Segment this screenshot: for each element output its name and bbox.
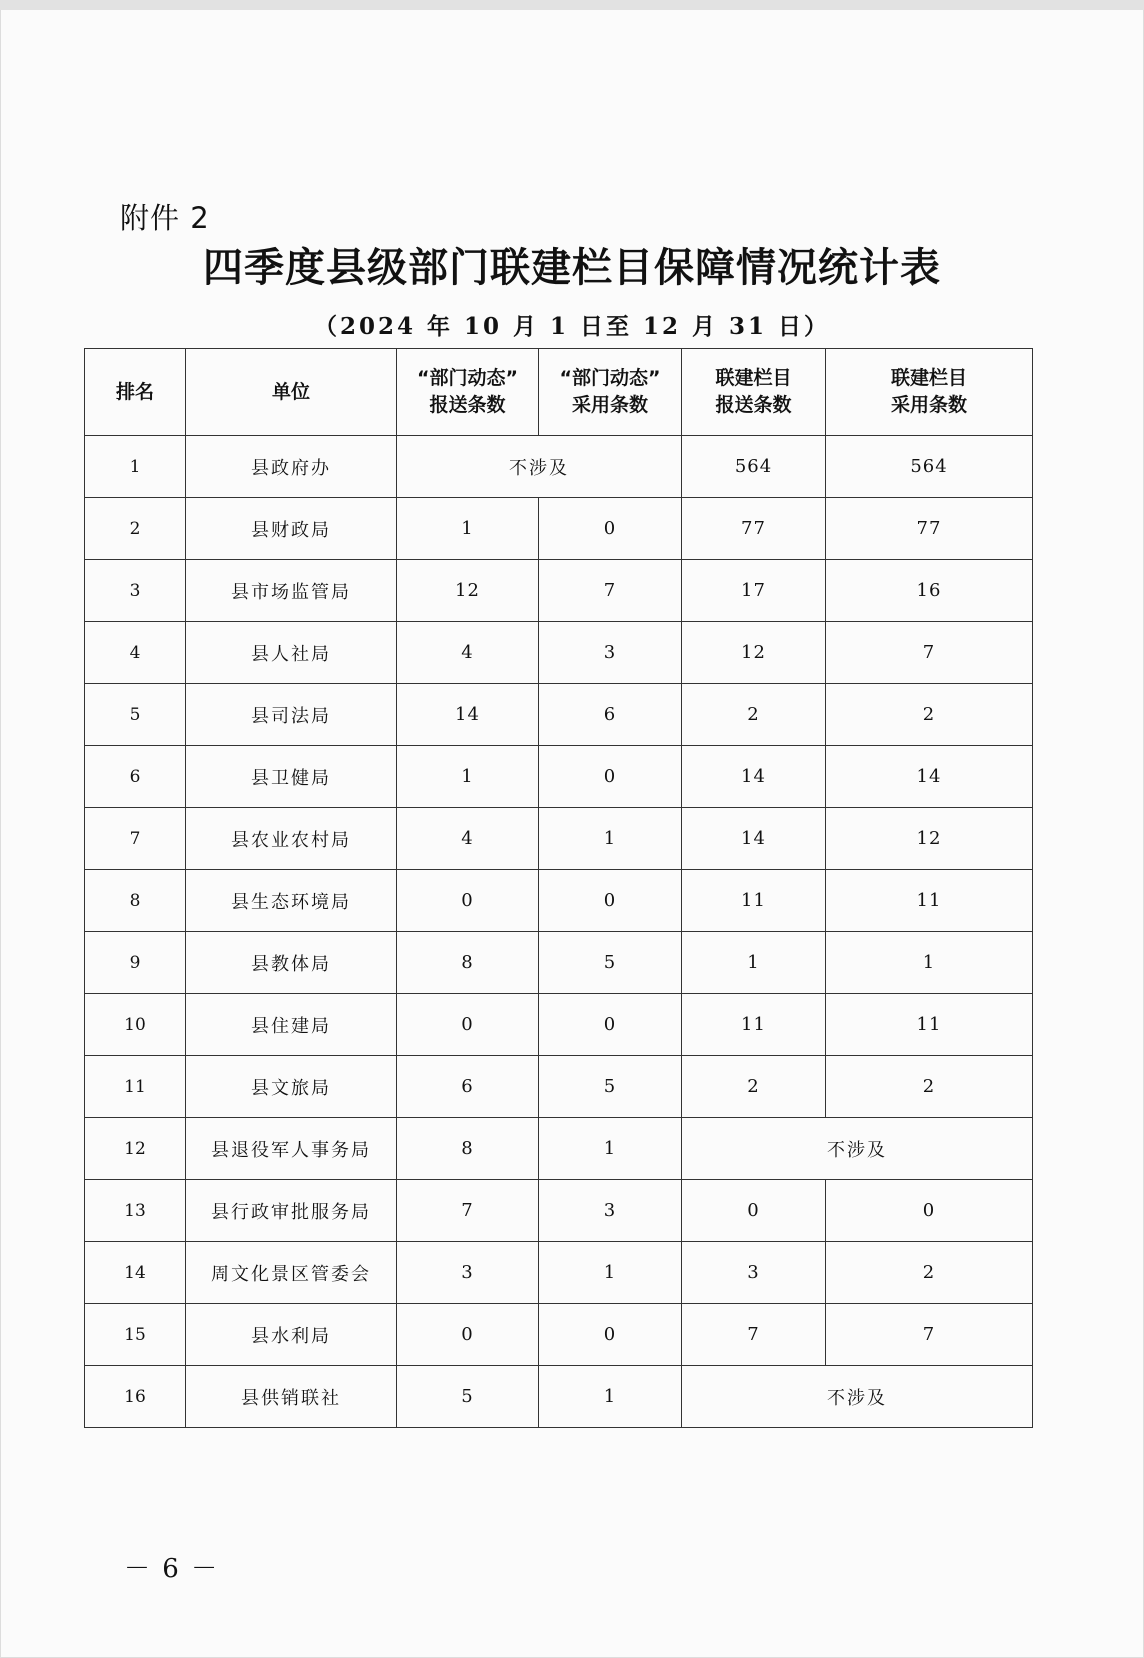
- dept-news-sent-cell: 0: [397, 1304, 539, 1366]
- column-sent-cell: 14: [682, 808, 826, 870]
- table-row: [85, 498, 1033, 560]
- dept-news-used-cell: 1: [539, 1366, 682, 1428]
- dept-news-sent-cell: 6: [397, 1056, 539, 1118]
- column-used-cell: 11: [826, 994, 1033, 1056]
- page-number: － 6 －: [124, 1554, 220, 1584]
- dept-news-sent-cell: 4: [397, 622, 539, 684]
- table-row: [85, 436, 1033, 498]
- header-unit: 单位: [186, 349, 397, 436]
- column-sent-cell: 77: [682, 498, 826, 560]
- column-used-cell: 7: [826, 1304, 1033, 1366]
- header-rank: 排名: [85, 349, 186, 436]
- column-used-cell: 77: [826, 498, 1033, 560]
- dept-news-sent-cell: 8: [397, 932, 539, 994]
- table-row: [85, 808, 1033, 870]
- column-used-cell: 11: [826, 870, 1033, 932]
- unit-cell: 县财政局: [186, 498, 397, 560]
- unit-cell: 县农业农村局: [186, 808, 397, 870]
- table-row: [85, 622, 1033, 684]
- rank-cell: 8: [85, 870, 186, 932]
- table-row: [85, 560, 1033, 622]
- table-row: [85, 684, 1033, 746]
- dept-news-used-cell: 1: [539, 1242, 682, 1304]
- dept-news-sent-cell: 0: [397, 994, 539, 1056]
- dept-news-sent-cell: 1: [397, 498, 539, 560]
- table-body: [85, 436, 1033, 1428]
- dept-news-used-cell: 7: [539, 560, 682, 622]
- unit-cell: 周文化景区管委会: [186, 1242, 397, 1304]
- column-sent-cell: 7: [682, 1304, 826, 1366]
- rank-cell: 15: [85, 1304, 186, 1366]
- column-used-cell: 16: [826, 560, 1033, 622]
- dept-news-used-cell: 0: [539, 746, 682, 808]
- not-applicable-cell: 不涉及: [397, 436, 682, 498]
- column-sent-cell: 1: [682, 932, 826, 994]
- table-row: [85, 870, 1033, 932]
- column-sent-cell: 14: [682, 746, 826, 808]
- dept-news-sent-cell: 12: [397, 560, 539, 622]
- rank-cell: 3: [85, 560, 186, 622]
- column-used-cell: 564: [826, 436, 1033, 498]
- dept-news-sent-cell: 7: [397, 1180, 539, 1242]
- column-used-cell: 2: [826, 1242, 1033, 1304]
- column-used-cell: 1: [826, 932, 1033, 994]
- column-used-cell: 12: [826, 808, 1033, 870]
- dept-news-used-cell: 3: [539, 622, 682, 684]
- column-sent-cell: 11: [682, 870, 826, 932]
- table-header-row: [85, 349, 1033, 436]
- table-row: [85, 1366, 1033, 1428]
- header-dept-news-used: “部门动态” 采用条数: [539, 349, 682, 436]
- dept-news-used-cell: 3: [539, 1180, 682, 1242]
- unit-cell: 县教体局: [186, 932, 397, 994]
- column-sent-cell: 2: [682, 1056, 826, 1118]
- table-row: [85, 746, 1033, 808]
- table-row: [85, 1304, 1033, 1366]
- unit-cell: 县退役军人事务局: [186, 1118, 397, 1180]
- rank-cell: 6: [85, 746, 186, 808]
- table-row: [85, 1056, 1033, 1118]
- rank-cell: 10: [85, 994, 186, 1056]
- table-row: [85, 1180, 1033, 1242]
- table-row: [85, 932, 1033, 994]
- dept-news-used-cell: 0: [539, 1304, 682, 1366]
- unit-cell: 县住建局: [186, 994, 397, 1056]
- dept-news-used-cell: 0: [539, 870, 682, 932]
- header-column-used: 联建栏目 采用条数: [826, 349, 1033, 436]
- unit-cell: 县供销联社: [186, 1366, 397, 1428]
- column-sent-cell: 11: [682, 994, 826, 1056]
- column-sent-cell: 3: [682, 1242, 826, 1304]
- rank-cell: 14: [85, 1242, 186, 1304]
- column-used-cell: 0: [826, 1180, 1033, 1242]
- dept-news-used-cell: 0: [539, 994, 682, 1056]
- rank-cell: 12: [85, 1118, 186, 1180]
- dept-news-used-cell: 1: [539, 1118, 682, 1180]
- dept-news-used-cell: 5: [539, 932, 682, 994]
- dept-news-sent-cell: 4: [397, 808, 539, 870]
- column-sent-cell: 12: [682, 622, 826, 684]
- dept-news-used-cell: 0: [539, 498, 682, 560]
- rank-cell: 5: [85, 684, 186, 746]
- column-used-cell: 2: [826, 1056, 1033, 1118]
- unit-cell: 县人社局: [186, 622, 397, 684]
- dept-news-sent-cell: 8: [397, 1118, 539, 1180]
- statistics-table: [84, 348, 1033, 1428]
- not-applicable-cell: 不涉及: [682, 1118, 1033, 1180]
- dept-news-sent-cell: 0: [397, 870, 539, 932]
- not-applicable-cell: 不涉及: [682, 1366, 1033, 1428]
- unit-cell: 县水利局: [186, 1304, 397, 1366]
- rank-cell: 7: [85, 808, 186, 870]
- document-title: 四季度县级部门联建栏目保障情况统计表: [203, 244, 941, 291]
- unit-cell: 县政府办: [186, 436, 397, 498]
- column-used-cell: 2: [826, 684, 1033, 746]
- table-row: [85, 1242, 1033, 1304]
- unit-cell: 县市场监管局: [186, 560, 397, 622]
- column-used-cell: 7: [826, 622, 1033, 684]
- dept-news-sent-cell: 3: [397, 1242, 539, 1304]
- header-column-sent: 联建栏目 报送条数: [682, 349, 826, 436]
- dept-news-used-cell: 5: [539, 1056, 682, 1118]
- rank-cell: 13: [85, 1180, 186, 1242]
- rank-cell: 16: [85, 1366, 186, 1428]
- unit-cell: 县司法局: [186, 684, 397, 746]
- column-sent-cell: 0: [682, 1180, 826, 1242]
- unit-cell: 县卫健局: [186, 746, 397, 808]
- header-dept-news-sent: “部门动态” 报送条数: [397, 349, 539, 436]
- dept-news-sent-cell: 14: [397, 684, 539, 746]
- unit-cell: 县行政审批服务局: [186, 1180, 397, 1242]
- dept-news-used-cell: 1: [539, 808, 682, 870]
- rank-cell: 1: [85, 436, 186, 498]
- table-row: [85, 1118, 1033, 1180]
- rank-cell: 2: [85, 498, 186, 560]
- rank-cell: 9: [85, 932, 186, 994]
- rank-cell: 11: [85, 1056, 186, 1118]
- attachment-label: 附件 2: [120, 201, 210, 235]
- column-used-cell: 14: [826, 746, 1033, 808]
- column-sent-cell: 17: [682, 560, 826, 622]
- rank-cell: 4: [85, 622, 186, 684]
- scan-top-edge: [0, 0, 1144, 10]
- column-sent-cell: 564: [682, 436, 826, 498]
- table-row: [85, 994, 1033, 1056]
- unit-cell: 县生态环境局: [186, 870, 397, 932]
- dept-news-used-cell: 6: [539, 684, 682, 746]
- column-sent-cell: 2: [682, 684, 826, 746]
- dept-news-sent-cell: 5: [397, 1366, 539, 1428]
- date-range-subtitle: （2024 年 10 月 1 日至 12 月 31 日）: [313, 313, 831, 340]
- dept-news-sent-cell: 1: [397, 746, 539, 808]
- unit-cell: 县文旅局: [186, 1056, 397, 1118]
